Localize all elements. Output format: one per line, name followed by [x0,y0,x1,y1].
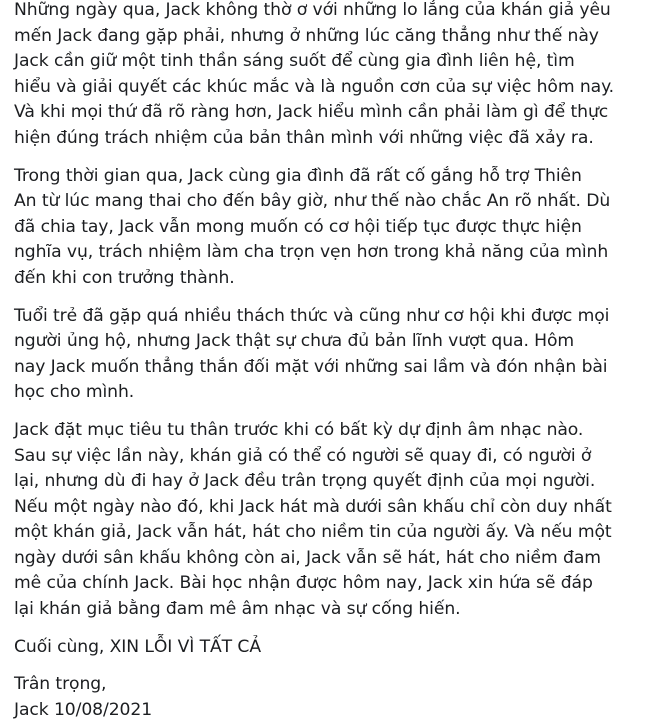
text-line: Jack đặt mục tiêu tu thân trước khi có bất kỳ dự định âm nhạc nào. [14,419,584,440]
text-line: Sau sự việc lần này, khán giả có thể có người sẽ quay đi, có người ở [14,445,592,466]
text-line: Nếu một ngày nào đó, khi Jack hát mà dưới sân khấu chỉ còn duy nhất [14,496,612,517]
paragraph-5 [14,635,648,661]
text-line: mê của chính Jack. Bài học nhận được hôm nay, Jack xin hứa sẽ đáp [14,573,593,594]
text-line: người ủng hộ, nhưng Jack thật sự chưa đủ bản lĩnh vượt qua. Hôm [14,331,575,352]
closing-line: Trân trọng, [14,674,107,695]
text-line: đến khi con trưởng thành. [14,267,235,288]
text-line: Và khi mọi thứ đã rõ ràng hơn, Jack hiểu mình cần phải làm gì để thực [14,102,609,123]
text-line: nay Jack muốn thẳng thắn đối mặt với những sai lầm và đón nhận bài [14,356,608,377]
text-line: mến Jack đang gặp phải, nhưng ở những lúc căng thẳng như thế này [14,25,599,46]
signature-date-line: Jack 10/08/2021 [14,699,153,720]
paragraph-3 [14,304,648,406]
text-line: Cuối cùng, XIN LỖI VÌ TẤT CẢ [14,636,261,657]
paragraph-2 [14,164,648,292]
signature-block [14,672,648,723]
text-line: học cho mình. [14,382,135,403]
text-line: Jack cần giữ một tinh thần sáng suốt để cùng gia đình liên hệ, tìm [14,51,575,72]
text-line: nghĩa vụ, trách nhiệm làm cha trọn vẹn hơn trong khả năng của mình [14,242,609,263]
text-line: hiểu và giải quyết các khúc mắc và là nguồn cơn của sự việc hôm nay. [14,76,615,97]
text-line: An từ lúc mang thai cho đến bây giờ, như thế nào chắc An rõ nhất. Dù [14,191,611,212]
text-line: lại, nhưng dù đi hay ở Jack đều trân trọng quyết định của mọi người. [14,471,596,492]
paragraph-4 [14,418,648,623]
text-line: Những ngày qua, Jack không thờ ơ với những lo lắng của khán giả yêu [14,0,611,20]
text-line: lại khán giả bằng đam mê âm nhạc và sự cống hiến. [14,599,461,620]
text-line: đã chia tay, Jack vẫn mong muốn có cơ hội tiếp tục được thực hiện [14,216,582,237]
text-line: hiện đúng trách nhiệm của bản thân mình với những việc đã xảy ra. [14,127,594,148]
text-line: Trong thời gian qua, Jack cùng gia đình đã rất cố gắng hỗ trợ Thiên [14,165,582,186]
text-line: ngày dưới sân khấu không còn ai, Jack vẫn sẽ hát, hát cho niềm đam [14,547,601,568]
text-line: Tuổi trẻ đã gặp quá nhiều thách thức và cũng như cơ hội khi được mọi [14,305,610,326]
text-line: một khán giả, Jack vẫn hát, hát cho niềm tin của người ấy. Và nếu một [14,522,612,543]
paragraph-1 [14,0,648,152]
